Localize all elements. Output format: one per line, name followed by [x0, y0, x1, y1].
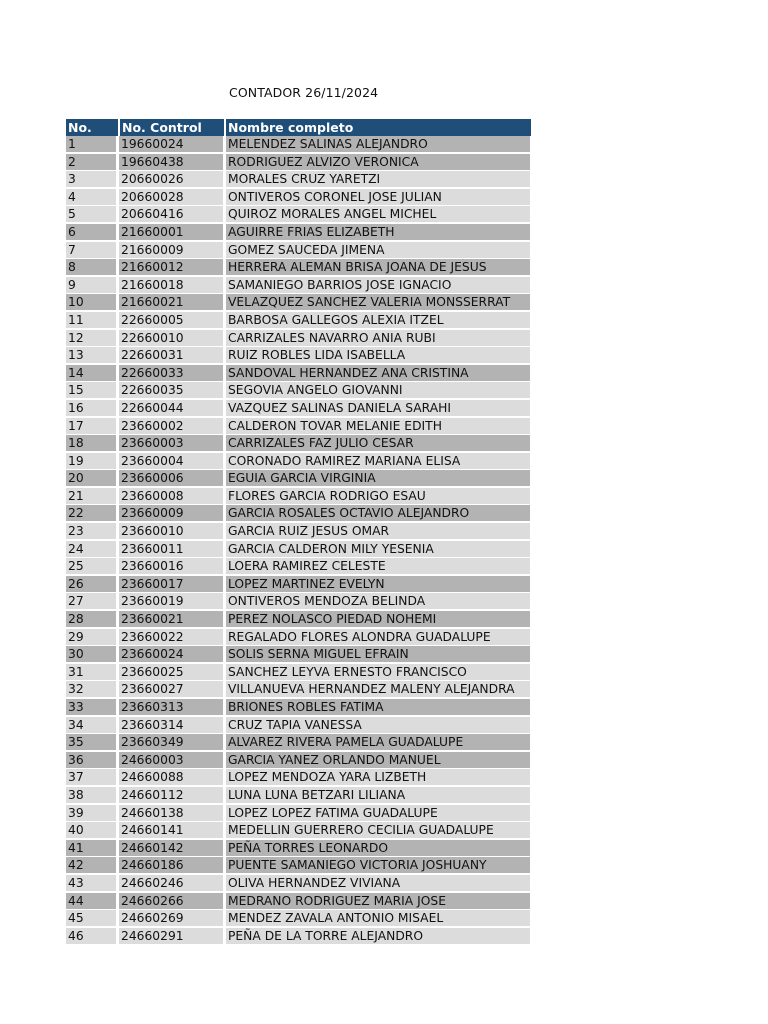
- table-row: [66, 681, 534, 699]
- table-header: [66, 119, 534, 136]
- cell-name: MELENDEZ SALINAS ALEJANDRO: [226, 136, 530, 152]
- cell-control: 23660006: [119, 470, 223, 486]
- cell-control: 22660033: [119, 365, 223, 381]
- cell-control: 22660005: [119, 312, 223, 328]
- cell-no: 43: [66, 875, 116, 891]
- table-row: [66, 312, 534, 330]
- table-row: [66, 910, 534, 928]
- table-row: [66, 734, 534, 752]
- cell-no: 19: [66, 453, 116, 469]
- cell-no: 44: [66, 893, 116, 909]
- cell-no: 7: [66, 242, 116, 258]
- header-no: No.: [68, 120, 92, 135]
- cell-name: QUIROZ MORALES ANGEL MICHEL: [226, 206, 530, 222]
- cell-no: 33: [66, 699, 116, 715]
- cell-name: RUIZ ROBLES LIDA ISABELLA: [226, 347, 530, 363]
- cell-name: CORONADO RAMIREZ MARIANA ELISA: [226, 453, 530, 469]
- cell-name: RODRIGUEZ ALVIZO VERONICA: [226, 154, 530, 170]
- table-row: [66, 769, 534, 787]
- table-row: [66, 206, 534, 224]
- table-row: [66, 717, 534, 735]
- cell-name: SOLIS SERNA MIGUEL EFRAIN: [226, 646, 530, 662]
- cell-control: 23660009: [119, 505, 223, 521]
- cell-name: MEDRANO RODRIGUEZ MARIA JOSE: [226, 893, 530, 909]
- cell-control: 21660001: [119, 224, 223, 240]
- cell-control: 24660291: [119, 928, 223, 944]
- table-row: [66, 453, 534, 471]
- cell-name: AGUIRRE FRIAS ELIZABETH: [226, 224, 530, 240]
- cell-name: PEREZ NOLASCO PIEDAD NOHEMI: [226, 611, 530, 627]
- cell-name: LOERA RAMIREZ CELESTE: [226, 558, 530, 574]
- cell-no: 38: [66, 787, 116, 803]
- cell-no: 2: [66, 154, 116, 170]
- table-row: [66, 664, 534, 682]
- cell-no: 35: [66, 734, 116, 750]
- cell-control: 24660186: [119, 857, 223, 873]
- table-row: [66, 646, 534, 664]
- table-row: [66, 541, 534, 559]
- cell-name: LOPEZ LOPEZ FATIMA GUADALUPE: [226, 805, 530, 821]
- table-body: [66, 136, 534, 945]
- table-row: [66, 470, 534, 488]
- cell-no: 4: [66, 189, 116, 205]
- cell-no: 5: [66, 206, 116, 222]
- cell-no: 18: [66, 435, 116, 451]
- cell-name: CRUZ TAPIA VANESSA: [226, 717, 530, 733]
- cell-no: 30: [66, 646, 116, 662]
- cell-name: BARBOSA GALLEGOS ALEXIA ITZEL: [226, 312, 530, 328]
- cell-name: VELAZQUEZ SANCHEZ VALERIA MONSSERRAT: [226, 294, 530, 310]
- table-row: [66, 822, 534, 840]
- cell-control: 24660266: [119, 893, 223, 909]
- cell-no: 13: [66, 347, 116, 363]
- cell-name: LOPEZ MARTINEZ EVELYN: [226, 576, 530, 592]
- cell-control: 24660141: [119, 822, 223, 838]
- table-row: [66, 893, 534, 911]
- cell-name: GARCIA YANEZ ORLANDO MANUEL: [226, 752, 530, 768]
- table-row: [66, 435, 534, 453]
- cell-name: BRIONES ROBLES FATIMA: [226, 699, 530, 715]
- cell-name: ALVAREZ RIVERA PAMELA GUADALUPE: [226, 734, 530, 750]
- cell-name: MEDELLIN GUERRERO CECILIA GUADALUPE: [226, 822, 530, 838]
- cell-control: 24660003: [119, 752, 223, 768]
- table-row: [66, 857, 534, 875]
- cell-control: 24660246: [119, 875, 223, 891]
- cell-control: 23660021: [119, 611, 223, 627]
- table-row: [66, 242, 534, 260]
- cell-name: EGUIA GARCIA VIRGINIA: [226, 470, 530, 486]
- cell-name: ONTIVEROS MENDOZA BELINDA: [226, 593, 530, 609]
- table-row: [66, 294, 534, 312]
- cell-no: 31: [66, 664, 116, 680]
- cell-no: 8: [66, 259, 116, 275]
- cell-control: 23660349: [119, 734, 223, 750]
- table-row: [66, 752, 534, 770]
- cell-name: CALDERON TOVAR MELANIE EDITH: [226, 418, 530, 434]
- cell-no: 24: [66, 541, 116, 557]
- cell-control: 23660019: [119, 593, 223, 609]
- cell-name: GARCIA ROSALES OCTAVIO ALEJANDRO: [226, 505, 530, 521]
- cell-no: 40: [66, 822, 116, 838]
- cell-name: CARRIZALES NAVARRO ANIA RUBI: [226, 330, 530, 346]
- cell-name: SANDOVAL HERNANDEZ ANA CRISTINA: [226, 365, 530, 381]
- cell-control: 23660011: [119, 541, 223, 557]
- table-row: [66, 382, 534, 400]
- table-row: [66, 558, 534, 576]
- cell-name: SAMANIEGO BARRIOS JOSE IGNACIO: [226, 277, 530, 293]
- page-title: CONTADOR 26/11/2024: [229, 85, 379, 100]
- cell-control: 23660002: [119, 418, 223, 434]
- cell-no: 34: [66, 717, 116, 733]
- table-row: [66, 611, 534, 629]
- table-row: [66, 259, 534, 277]
- table-row: [66, 488, 534, 506]
- table-row: [66, 347, 534, 365]
- cell-no: 27: [66, 593, 116, 609]
- cell-no: 10: [66, 294, 116, 310]
- header-control: No. Control: [118, 119, 224, 136]
- table-row: [66, 699, 534, 717]
- table-row: [66, 154, 534, 172]
- cell-name: LOPEZ MENDOZA YARA LIZBETH: [226, 769, 530, 785]
- cell-control: 19660438: [119, 154, 223, 170]
- cell-no: 26: [66, 576, 116, 592]
- cell-name: GARCIA CALDERON MILY YESENIA: [226, 541, 530, 557]
- table-row: [66, 330, 534, 348]
- cell-name: PEÑA DE LA TORRE ALEJANDRO: [226, 928, 530, 944]
- cell-no: 23: [66, 523, 116, 539]
- cell-no: 9: [66, 277, 116, 293]
- cell-control: 20660416: [119, 206, 223, 222]
- table-row: [66, 171, 534, 189]
- cell-name: VAZQUEZ SALINAS DANIELA SARAHI: [226, 400, 530, 416]
- table-row: [66, 224, 534, 242]
- cell-name: LUNA LUNA BETZARI LILIANA: [226, 787, 530, 803]
- table-row: [66, 505, 534, 523]
- cell-control: 21660009: [119, 242, 223, 258]
- table-row: [66, 787, 534, 805]
- cell-name: SEGOVIA ANGELO GIOVANNI: [226, 382, 530, 398]
- cell-no: 28: [66, 611, 116, 627]
- cell-control: 22660010: [119, 330, 223, 346]
- cell-name: MENDEZ ZAVALA ANTONIO MISAEL: [226, 910, 530, 926]
- cell-name: ONTIVEROS CORONEL JOSE JULIAN: [226, 189, 530, 205]
- cell-control: 22660035: [119, 382, 223, 398]
- cell-name: GOMEZ SAUCEDA JIMENA: [226, 242, 530, 258]
- cell-control: 23660024: [119, 646, 223, 662]
- cell-control: 24660112: [119, 787, 223, 803]
- table-row: [66, 805, 534, 823]
- cell-control: 19660024: [119, 136, 223, 152]
- cell-name: SANCHEZ LEYVA ERNESTO FRANCISCO: [226, 664, 530, 680]
- table-row: [66, 593, 534, 611]
- cell-control: 21660018: [119, 277, 223, 293]
- cell-control: 22660031: [119, 347, 223, 363]
- cell-no: 32: [66, 681, 116, 697]
- cell-no: 42: [66, 857, 116, 873]
- cell-no: 11: [66, 312, 116, 328]
- table-row: [66, 189, 534, 207]
- cell-no: 39: [66, 805, 116, 821]
- cell-no: 15: [66, 382, 116, 398]
- cell-control: 24660269: [119, 910, 223, 926]
- cell-no: 29: [66, 629, 116, 645]
- cell-control: 23660003: [119, 435, 223, 451]
- table-row: [66, 629, 534, 647]
- cell-name: VILLANUEVA HERNANDEZ MALENY ALEJANDRA: [226, 681, 530, 697]
- cell-no: 14: [66, 365, 116, 381]
- cell-no: 20: [66, 470, 116, 486]
- cell-no: 45: [66, 910, 116, 926]
- cell-no: 3: [66, 171, 116, 187]
- cell-control: 24660088: [119, 769, 223, 785]
- table-row: [66, 875, 534, 893]
- cell-no: 36: [66, 752, 116, 768]
- cell-no: 16: [66, 400, 116, 416]
- cell-no: 17: [66, 418, 116, 434]
- table-row: [66, 576, 534, 594]
- cell-no: 22: [66, 505, 116, 521]
- cell-control: 23660004: [119, 453, 223, 469]
- cell-control: 23660016: [119, 558, 223, 574]
- cell-control: 23660010: [119, 523, 223, 539]
- cell-control: 24660142: [119, 840, 223, 856]
- cell-control: 23660017: [119, 576, 223, 592]
- table-row: [66, 840, 534, 858]
- cell-name: MORALES CRUZ YARETZI: [226, 171, 530, 187]
- cell-name: CARRIZALES FAZ JULIO CESAR: [226, 435, 530, 451]
- cell-no: 46: [66, 928, 116, 944]
- cell-no: 25: [66, 558, 116, 574]
- cell-control: 23660313: [119, 699, 223, 715]
- cell-name: GARCIA RUIZ JESUS OMAR: [226, 523, 530, 539]
- cell-name: OLIVA HERNANDEZ VIVIANA: [226, 875, 530, 891]
- cell-name: FLORES GARCIA RODRIGO ESAU: [226, 488, 530, 504]
- table-row: [66, 136, 534, 154]
- cell-name: PUENTE SAMANIEGO VICTORIA JOSHUANY: [226, 857, 530, 873]
- cell-control: 23660008: [119, 488, 223, 504]
- cell-name: PEÑA TORRES LEONARDO: [226, 840, 530, 856]
- cell-name: REGALADO FLORES ALONDRA GUADALUPE: [226, 629, 530, 645]
- cell-no: 1: [66, 136, 116, 152]
- cell-no: 6: [66, 224, 116, 240]
- cell-name: HERRERA ALEMAN BRISA JOANA DE JESUS: [226, 259, 530, 275]
- table-row: [66, 928, 534, 946]
- cell-no: 41: [66, 840, 116, 856]
- cell-no: 37: [66, 769, 116, 785]
- cell-no: 21: [66, 488, 116, 504]
- cell-control: 21660012: [119, 259, 223, 275]
- table-row: [66, 400, 534, 418]
- cell-control: 23660027: [119, 681, 223, 697]
- header-name: Nombre completo: [224, 119, 531, 136]
- table-row: [66, 523, 534, 541]
- cell-control: 23660022: [119, 629, 223, 645]
- cell-control: 21660021: [119, 294, 223, 310]
- table-row: [66, 365, 534, 383]
- cell-control: 23660025: [119, 664, 223, 680]
- table-row: [66, 418, 534, 436]
- cell-control: 23660314: [119, 717, 223, 733]
- cell-control: 20660026: [119, 171, 223, 187]
- roster-table: [66, 119, 534, 945]
- cell-control: 20660028: [119, 189, 223, 205]
- table-row: [66, 277, 534, 295]
- cell-control: 22660044: [119, 400, 223, 416]
- cell-control: 24660138: [119, 805, 223, 821]
- cell-no: 12: [66, 330, 116, 346]
